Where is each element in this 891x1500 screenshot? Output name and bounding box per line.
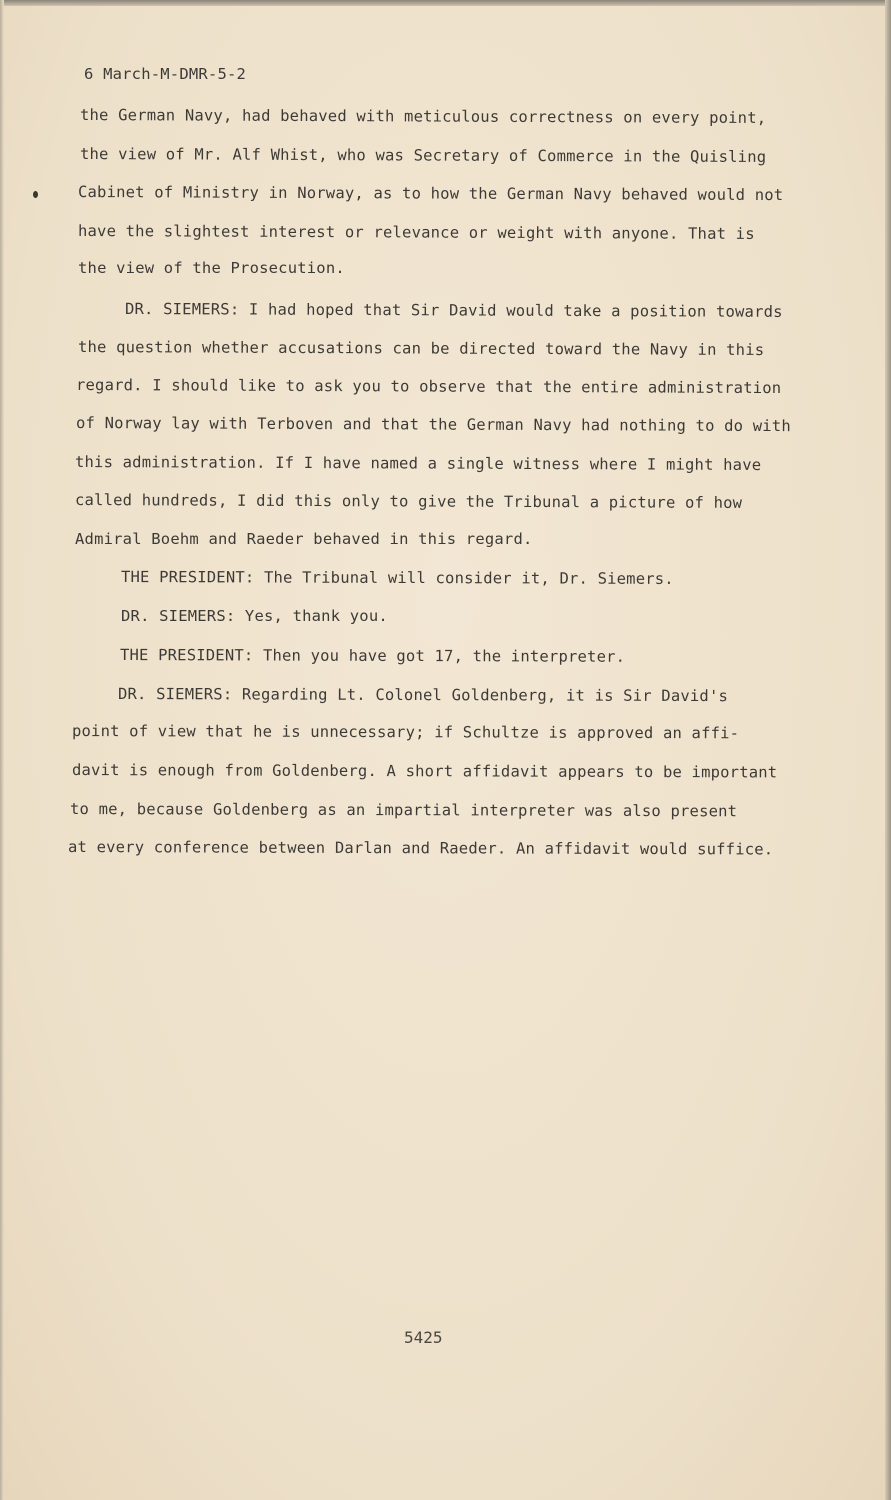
text-line: DR. SIEMERS: Regarding Lt. Colonel Goldenberg, it is Sir David's bbox=[117, 685, 729, 706]
text-line: the question whether accusations can be directed toward the Navy in this bbox=[77, 338, 765, 359]
text-line: this administration. If I have named a single witness where I might have bbox=[74, 453, 762, 474]
text-line: THE PRESIDENT: The Tribunal will consider it, Dr. Siemers. bbox=[120, 568, 674, 588]
text-line: at every conference between Darlan and Raeder. An affidavit would suffice. bbox=[67, 838, 774, 859]
text-line: regard. I should like to ask you to observe that the entire administration bbox=[75, 376, 782, 398]
text-line: the view of Mr. Alf Whist, who was Secretary of Commerce in the Quisling bbox=[79, 145, 767, 166]
text-line: the German Navy, had behaved with meticulous correctness on every point, bbox=[79, 106, 767, 127]
page-number: 5425 bbox=[404, 1328, 443, 1347]
document-header: 6 March-M-DMR-5-2 bbox=[84, 65, 247, 83]
text-line: DR. SIEMERS: I had hoped that Sir David would take a position towards bbox=[124, 300, 783, 321]
text-line: THE PRESIDENT: Then you have got 17, the interpreter. bbox=[119, 646, 626, 666]
page-left-edge bbox=[0, 0, 4, 1500]
text-line: point of view that he is unnecessary; if Schultze is approved an affi- bbox=[71, 722, 740, 743]
text-line: Cabinet of Ministry in Norway, as to how the German Navy behaved would not bbox=[77, 183, 784, 205]
text-line: DR. SIEMERS: Yes, thank you. bbox=[121, 607, 388, 625]
text-line: called hundreds, I did this only to give the Tribunal a picture of how bbox=[74, 491, 743, 512]
text-line: of Norway lay with Terboven and that the German Navy had nothing to do with bbox=[75, 414, 791, 436]
page-right-edge bbox=[885, 0, 891, 1500]
text-line: to me, because Goldenberg as an impartial interpreter was also present bbox=[69, 800, 738, 821]
text-line: Admiral Boehm and Raeder behaved in this regard. bbox=[75, 530, 533, 548]
text-line: have the slightest interest or relevance or weight with anyone. That is bbox=[77, 222, 755, 243]
text-line: davit is enough from Goldenberg. A short affidavit appears to be important bbox=[71, 761, 778, 782]
page-top-edge bbox=[0, 0, 891, 6]
punch-hole-mark bbox=[33, 191, 38, 198]
text-line: the view of the Prosecution. bbox=[78, 259, 345, 277]
